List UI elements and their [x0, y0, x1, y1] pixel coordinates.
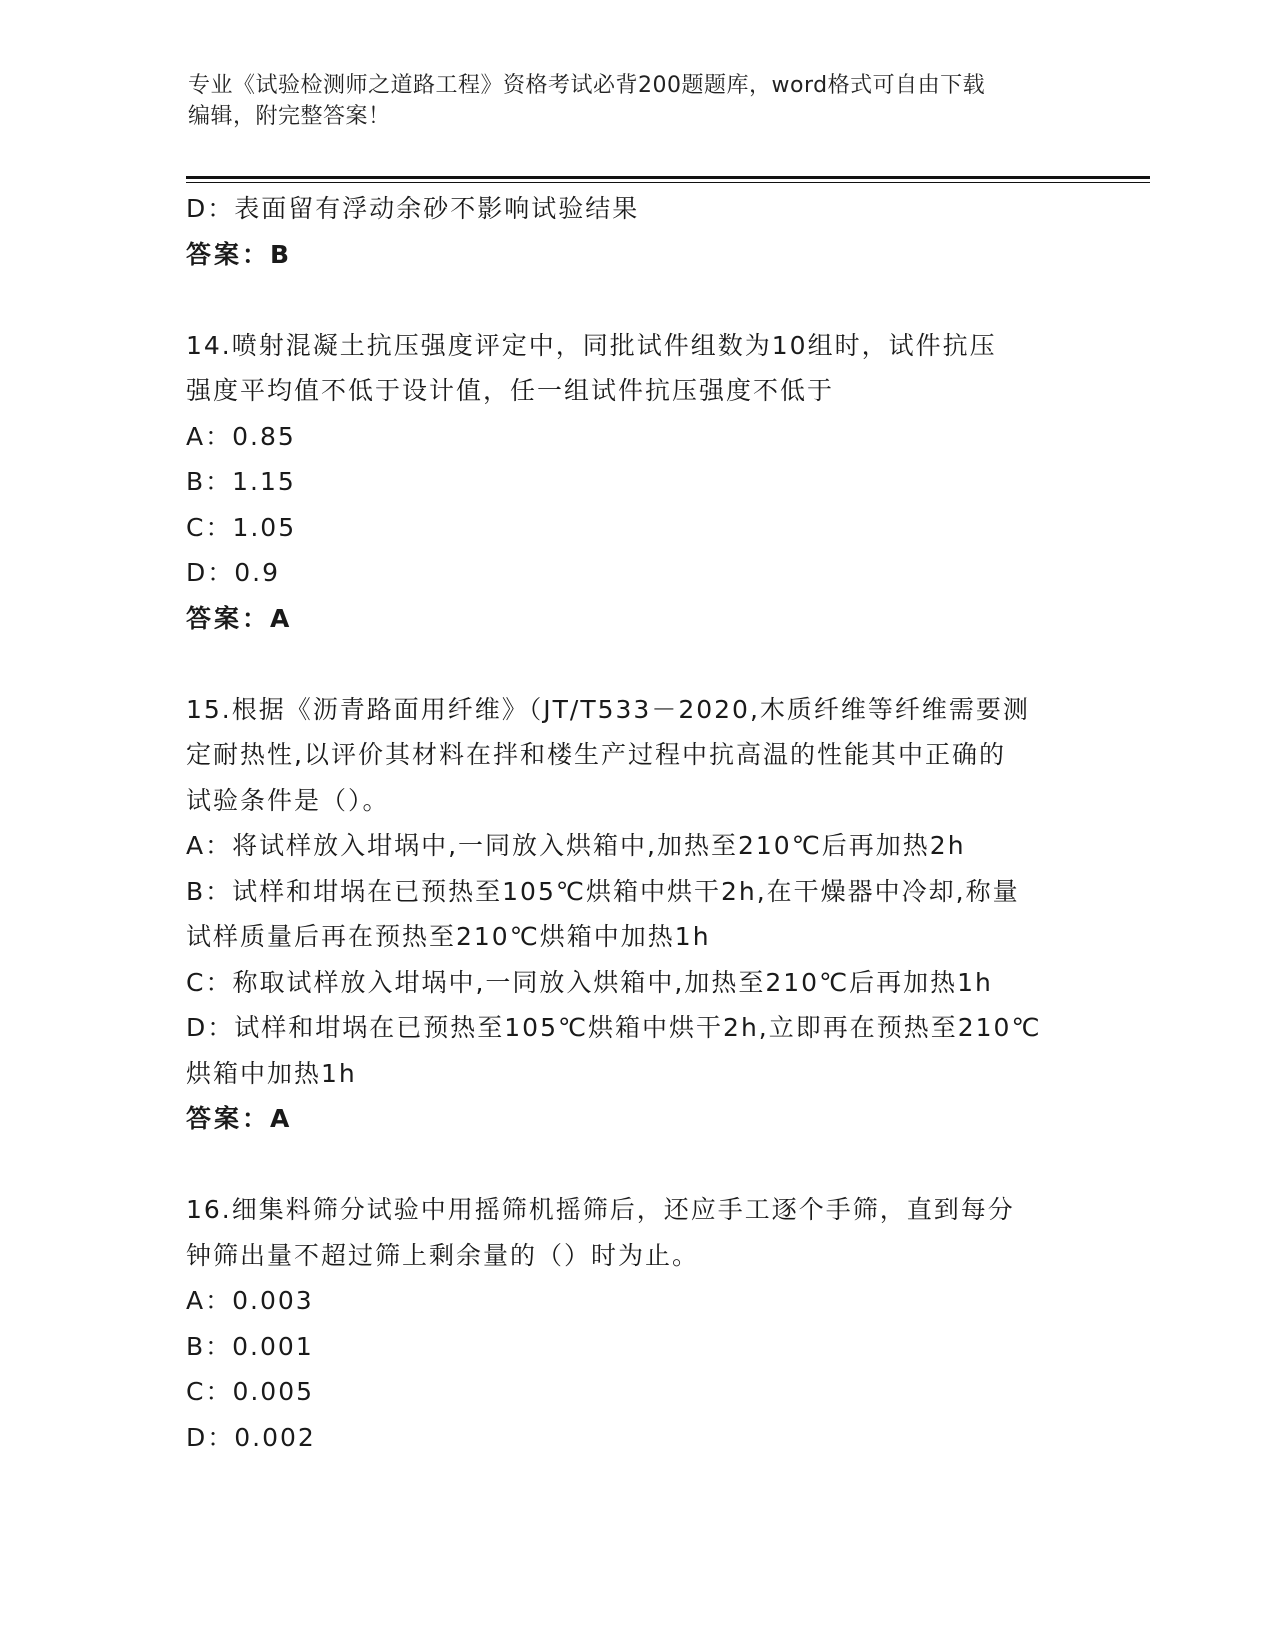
q15-answer: 答案：A — [186, 1104, 293, 1133]
spacer — [186, 277, 1086, 323]
q15-option-d-line-2: 烘箱中加热1h — [186, 1058, 357, 1088]
q15-option-b-line-2: 试样质量后再在预热至210℃烘箱中加热1h — [186, 922, 711, 951]
q16-option-d: D：0.002 — [186, 1422, 316, 1452]
q14-option-a: A：0.85 — [186, 421, 296, 451]
q14-option-b: B：1.15 — [186, 467, 296, 496]
q14-answer: 答案：A — [186, 603, 293, 633]
header-line-1: 专业《试验检测师之道路工程》资格考试必背200题题库，word格式可自由下载 — [188, 73, 986, 98]
q14-text-line-1: 14.喷射混凝土抗压强度评定中，同批试件组数为10组时，试件抗压 — [186, 330, 997, 360]
q14-text-line-2: 强度平均值不低于设计值，任一组试件抗压强度不低于 — [186, 376, 835, 405]
q15-option-a: A：将试样放入坩埚中,一同放入烘箱中,加热至210℃后再加热2h — [186, 831, 966, 860]
q14-option-c: C：1.05 — [186, 512, 297, 542]
document-header — [188, 70, 1068, 132]
spacer — [186, 1142, 1086, 1188]
q15-option-d-line-1: D：试样和坩埚在已预热至105℃烘箱中烘干2h,立即再在预热至210℃ — [186, 1013, 1042, 1042]
spacer — [186, 641, 1086, 687]
q15-text-line-2: 定耐热性,以评价其材料在拌和楼生产过程中抗高温的性能其中正确的 — [186, 740, 1006, 769]
header-line-2: 编辑，附完整答案！ — [188, 104, 391, 129]
question-content — [186, 186, 1086, 1460]
prev-question-option-d: D：表面留有浮动余砂不影响试验结果 — [186, 194, 640, 223]
q15-option-c: C：称取试样放入坩埚中,一同放入烘箱中,加热至210℃后再加热1h — [186, 967, 993, 997]
q16-text-line-2: 钟筛出量不超过筛上剩余量的（）时为止。 — [186, 1240, 700, 1270]
q16-option-a: A：0.003 — [186, 1286, 314, 1315]
q16-option-c: C：0.005 — [186, 1377, 315, 1406]
q16-text-line-1: 16.细集料筛分试验中用摇筛机摇筛后，还应手工逐个手筛，直到每分 — [186, 1195, 1015, 1224]
prev-question-answer: 答案：B — [186, 239, 293, 269]
q15-text-line-1: 15.根据《沥青路面用纤维》（JT/T533－2020,木质纤维等纤维需要测 — [186, 694, 1030, 724]
q15-option-b-line-1: B：试样和坩埚在已预热至105℃烘箱中烘干2h,在干燥器中冷却,称量 — [186, 876, 1020, 906]
q14-option-d: D：0.9 — [186, 558, 281, 587]
header-rule-thin — [186, 182, 1150, 183]
q15-text-line-3: 试验条件是（）。 — [186, 785, 390, 815]
q16-option-b: B：0.001 — [186, 1331, 314, 1361]
header-rule-thick — [186, 176, 1150, 179]
